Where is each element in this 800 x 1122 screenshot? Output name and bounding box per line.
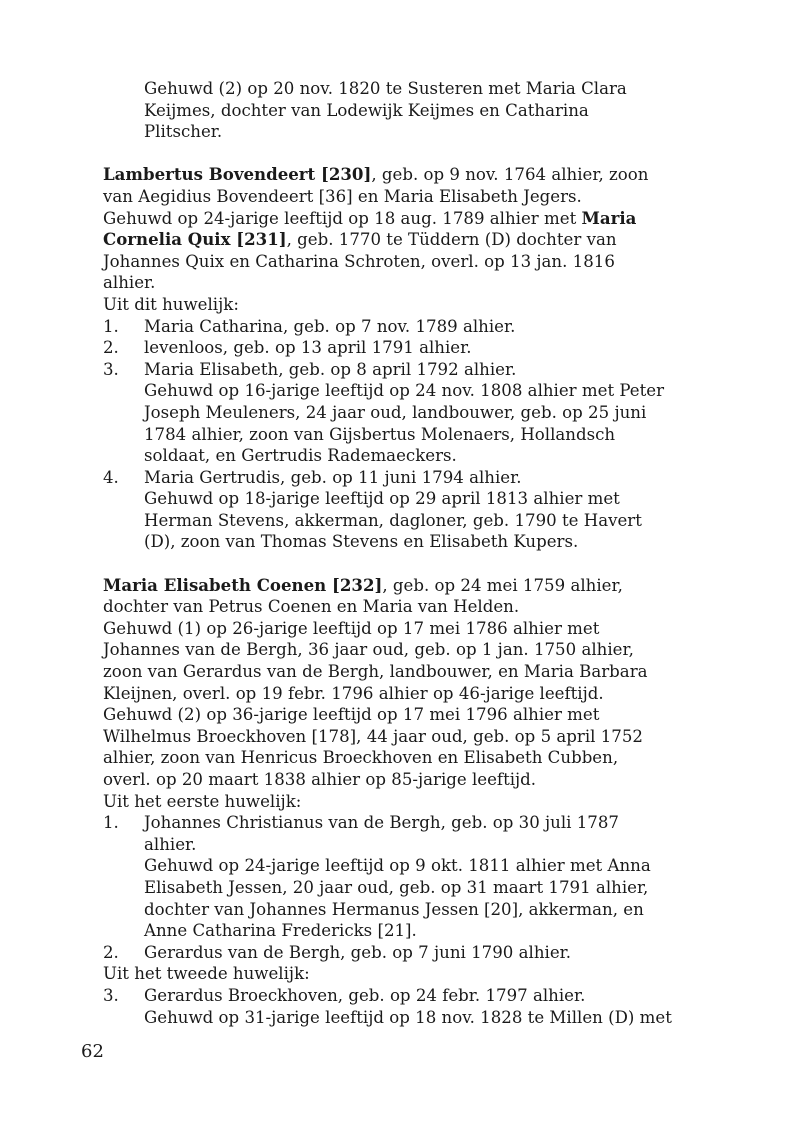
entry2-second-header: Uit het tweede huwelijk: <box>103 964 310 984</box>
entry2-text-line: alhier, zoon van Henricus Broeckhoven en Elisabeth Cubben, <box>103 748 619 768</box>
entry2-text-line: Gehuwd (2) op 36-jarige leeftijd op 17 mei 1796 alhier met <box>103 705 600 725</box>
entry1-line-6: alhier. <box>103 273 156 293</box>
entry2-child-1: 1. Johannes Christianus van de Bergh, geb. op 30 juli 1787 alhier. Gehuwd op 24-jarige leeftijd op 9 okt. 1811 alhier met Anna Elisabeth Jessen, 20 jaar oud, geb. op 31 maart 1791 alhier, dochter van Johannes Hermanus Jessen [20], akkerman, en Anne Catharina Fredericks [21]. <box>103 813 651 941</box>
entry2-line-1: Maria Elisabeth Coenen [232], geb. op 24 mei 1759 alhier, <box>103 574 623 595</box>
entry2-text-line: Johannes van de Bergh, 36 jaar oud, geb. op 1 jan. 1750 alhier, <box>103 640 634 660</box>
list-number: 3. <box>103 985 119 1005</box>
entry1-line-1: Lambertus Bovendeert [230], geb. op 9 nov. 1764 alhier, zoon <box>103 164 649 185</box>
list-number: 2. <box>103 942 119 962</box>
page-number: 62 <box>81 1041 104 1062</box>
entry2-child-2: 2. Gerardus van de Bergh, geb. op 7 juni 1790 alhier. <box>103 942 572 962</box>
entry2-text-line: zoon van Gerardus van de Bergh, landbouwer, en Maria Barbara <box>103 662 648 682</box>
document-page <box>103 78 703 1028</box>
intro-line-2: Keijmes, dochter van Lodewijk Keijmes en Catharina <box>144 100 589 120</box>
entry1-child-4: 4. Maria Gertrudis, geb. op 11 juni 1794 alhier. Gehuwd op 18-jarige leeftijd op 29 april 1813 alhier met Herman Stevens, akkerman, dagloner, geb. 1790 te Havert (D), zoon van Thomas Stevens en Elisabeth Kupers. <box>103 467 642 552</box>
entry2-first-header: Uit het eerste huwelijk: <box>103 791 302 811</box>
entry1-line-5: Johannes Quix en Catharina Schroten, overl. op 13 jan. 1816 <box>103 251 615 271</box>
entry1-name: Lambertus Bovendeert [230] <box>103 164 372 185</box>
entry2-text-line: Wilhelmus Broeckhoven [178], 44 jaar oud, geb. op 5 april 1752 <box>103 726 643 746</box>
entry1-children-header: Uit dit huwelijk: <box>103 294 239 314</box>
entry2-text-line: overl. op 20 maart 1838 alhier op 85-jarige leeftijd. <box>103 770 537 789</box>
entry1-child-1: 1. Maria Catharina, geb. op 7 nov. 1789 alhier. <box>103 316 516 336</box>
list-number: 3. <box>103 359 119 379</box>
list-number: 2. <box>103 338 119 358</box>
entry2-text-line: dochter van Petrus Coenen en Maria van Helden. <box>103 597 520 617</box>
list-number: 1. <box>103 813 119 833</box>
entry1-line-4: Cornelia Quix [231], geb. 1770 te Tüddern (D) dochter van <box>103 229 617 250</box>
entry2-text-line: Gehuwd (1) op 26-jarige leeftijd op 17 mei 1786 alhier met <box>103 618 600 638</box>
entry1-child-2: 2. levenloos, geb. op 13 april 1791 alhier. <box>103 338 472 358</box>
entry1-line-3: Gehuwd op 24-jarige leeftijd op 18 aug. 1789 alhier met Maria <box>103 207 637 228</box>
list-number: 4. <box>103 467 119 487</box>
entry2-text-line: Kleijnen, overl. op 19 febr. 1796 alhier op 46-jarige leeftijd. <box>103 683 604 703</box>
intro-line-1: Gehuwd (2) op 20 nov. 1820 te Susteren met Maria Clara <box>144 79 627 98</box>
list-number: 1. <box>103 316 119 336</box>
entry1-line-2: van Aegidius Bovendeert [36] en Maria Elisabeth Jegers. <box>103 186 582 206</box>
entry2-name: Maria Elisabeth Coenen [232] <box>103 574 383 595</box>
entry1-child-3: 3. Maria Elisabeth, geb. op 8 april 1792 alhier. Gehuwd op 16-jarige leeftijd op 24 nov. 1808 alhier met Peter Joseph Meuleners, 24 jaar oud, landbouwer, geb. op 25 juni 1784 alhier, zoon van Gijsbertus Molenaers, Hollandsch soldaat, en Gertrudis Rademaeckers. <box>103 359 665 466</box>
intro-line-3: Plitscher. <box>144 122 223 142</box>
entry2-child-3: 3. Gerardus Broeckhoven, geb. op 24 febr. 1797 alhier. Gehuwd op 31-jarige leeftijd op 18 nov. 1828 te Millen (D) met <box>103 985 672 1027</box>
